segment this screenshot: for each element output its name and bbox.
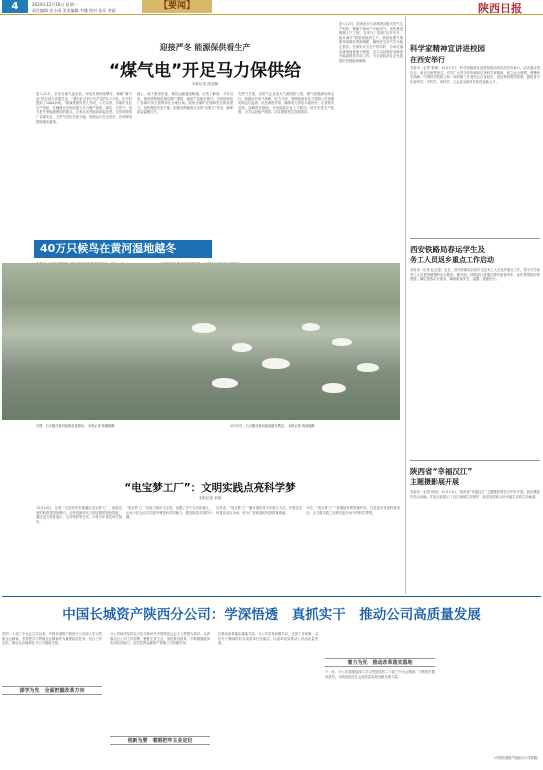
column-divider (405, 16, 406, 594)
story4-subhead-2: 创新为要 着眼把牢主业定位 (110, 736, 210, 745)
story1-body-col2: 地上、地下紧密衔接，煤炭运输通道畅通。记者了解到，今年以来，我省统筹推进煤炭增产增供，煤炭产量稳步提升，全省统调电厂存煤可用天数保持在合理区间。陕西各煤矿在保障安全的前提下，加快释放先进产能，积极发挥能源大省的“压舱石”作用，确保群众温暖过冬。 (137, 92, 233, 115)
page-number: 4 (2, 0, 28, 13)
story4-body-col3: 在推动改革落实落地方面，分公司坚持问题导向，完善工作机制，以钉钉子精神抓好各项改革任务落实，以改革成效推动公司高质量发展。 (218, 632, 318, 646)
date-line: 2024年12月16日 星期一 (32, 2, 78, 7)
news3-title: 陕西省“幸福汉江” (410, 467, 473, 476)
story3-body-col4: 今后，“电宝梦工厂”将继续发挥阵地作用，打造更多优质科普项目，让文明实践之光照亮更多孩子的科学梦想。 (306, 506, 400, 515)
story4-footer: （中国长城资产陕西分公司供稿） (492, 756, 540, 760)
section-label: 【要闻】 (142, 0, 212, 13)
news-divider-2 (410, 460, 540, 461)
story3-body-col2: “电宝梦工厂”以电力知识为主线，设置了多个互动体验区，让孩子们在动手实践中感受科学的魅力，激发探索未知的兴趣。 (126, 506, 212, 520)
news2-body: 本报讯（记者 赵志强）近日，西安铁路局启动学生及务工人员返乡重点工作，将为学生和务工人员提供便捷的出行服务。据介绍，铁路部门将通过增开临客列车、优化售票组织等措施，满足旅客出行需求，确保旅客安全、温馨、便捷出行。 (410, 268, 540, 282)
story4-body-col1: 党的二十届三中全会召开以来，中国长城资产陕西分公司深入学习贯彻全会精神，坚持把学习贯彻全会精神作为重要政治任务，结合工作实际，推动全会精神在分公司落地生根。 (2, 632, 102, 646)
story3-body-col3: 近年来，“电宝梦工厂”累计接待青少年数万人次，开展各类科普活动百余场，成为广受欢迎的科普教育基地。 (216, 506, 302, 515)
story1-body-col4: 进入12月，陕西延长石油集团加强天然气生产组织，保障下游用户平稳用气，加快推进增储上产工程，各采气厂按照“应开尽开、能开满开”的原则组织生产。陕西省燃气集团持续做好资源调配，确保民生用气安全稳定供应。在做好安全生产的同时，各单位落实落细值班值守制度，全力以赴做好迎峰度冬能源保供各项工作，为全省经济社会发展提供坚强能源保障。 (339, 22, 403, 63)
story3-body-col1: 12月10日，记者一走进西安市莲湖区电宝梦工厂，就被这里的科普氛围所吸引。这里是新时代文明实践的特色阵地，通过电力科普展示、互动体验等方式，向青少年普及科学知识。 (36, 506, 122, 524)
news2-title: 西安铁路局春运学生及 (410, 245, 485, 254)
news3-subtitle: 主题摄影展开展 (410, 478, 459, 486)
heron-photo (2, 263, 400, 420)
story1-body-col1: 进入12月，全省各地气温走低，用电负荷持续攀升，保障“煤气电”供应成为首要任务。“我们矿目前日均产量约2.7万吨，比平时提高了1000余吨。”陕煤集团负责人介绍，入冬以来，各煤矿优化生产组织，在确保安全的前提下全力增产保供。煤炭、天然气、电力是冬季能源保供的重点。记者从省发展改革委获悉，全省统调电厂存煤充足，天然气供应总体平稳，电网运行安全有序，各项保供措施落实落细。 (36, 92, 132, 124)
news1-title: 科学家精神宣讲进校园 (410, 44, 485, 53)
news1-body: 本报讯（记者 张峰）12月13日，科学家精神宣讲进校园活动在西安市举行。活动通过报告会、座谈交流等形式，引导广大青少年传承和弘扬科学家精神，树立远大理想，勇攀科学高峰。中国科学院院士和一线科研工作者结合自身经历，讲述科研报国故事，激励青少年爱科学、学科学、用科学，立志成为新时代科技创新人才。 (410, 66, 540, 84)
story4-body-col2: 分公司始终坚持以习近平新时代中国特色社会主义思想为指导，认真落实总公司工作部署，聚焦主责主业，加快推进改革，不断增强服务实体经济能力，切实发挥金融资产管理公司功能作用。 (110, 632, 210, 646)
photo-caption-right: 12月3日，白天鹅在黄河湿地越冬栖息。 本报记者 尚清楠摄 (230, 424, 315, 428)
story2-banner: 40万只候鸟在黄河湿地越冬 (34, 240, 212, 258)
story4-body-col4: 下一步，分公司将继续深入学习贯彻党的二十届三中全会精神，不断提升服务质效，为陕西经济社会高质量发展贡献长城力量。 (325, 670, 435, 679)
news-divider-1 (410, 238, 540, 239)
news3-body: 本报讯（记者 杨凯）12月13日，陕西省“幸福汉江”主题摄影展在汉中市开展，展出摄影作品百余幅。作品全面展示了汉江流域生态保护、经济发展和人民幸福生活的生动画面。 (410, 490, 540, 499)
story1-body-col3: 天然气方面，各供气企业加大气源组织力度，储气设施满负荷运行，积极应对用气高峰。电力方面，国网陕西省电力有限公司加强电网运行监测，优化调度安排，确保电力供应平稳有序。记者采访发现，迎峰度冬期间，全省能源企业上下联动，科学安排生产检修，全力以赴稳产增供，切实保障民生用能需求。 (238, 92, 334, 115)
bottom-rule (2, 596, 541, 597)
story4-subhead-3: 着力为先 推动改革落实落地 (325, 658, 435, 667)
story1-headline: “煤气电”开足马力保供给 (108, 61, 302, 81)
story4-subhead-1: 深学为先 全面把握改革方向 (2, 686, 102, 695)
photo-caption-left: 右图：白天鹅在黄河湿地觅食嬉戏。 本报记者 郭娜楠摄 (36, 424, 115, 428)
editor-line: 责任编辑 龙小雨 美术编辑 韦娜 校对 张乐 李丽 (32, 8, 116, 13)
story3-byline: 本报记者 刘涛 (198, 496, 222, 500)
story3-headline: “电宝梦工厂”：文明实践点亮科学梦 (124, 482, 296, 494)
news2-subtitle: 务工人员返乡重点工作启动 (410, 256, 494, 264)
story1-byline: 本报记者 尚清楠 (191, 82, 219, 86)
story4-headline: 中国长城资产陕西分公司：学深悟透 真抓实干 推动公司高质量发展 (62, 607, 481, 623)
story1-kicker: 迎接严冬 能源保供看生产 (159, 43, 251, 52)
news1-subtitle: 在西安举行 (410, 56, 445, 64)
newspaper-logo: 陕西日报 (478, 2, 522, 15)
